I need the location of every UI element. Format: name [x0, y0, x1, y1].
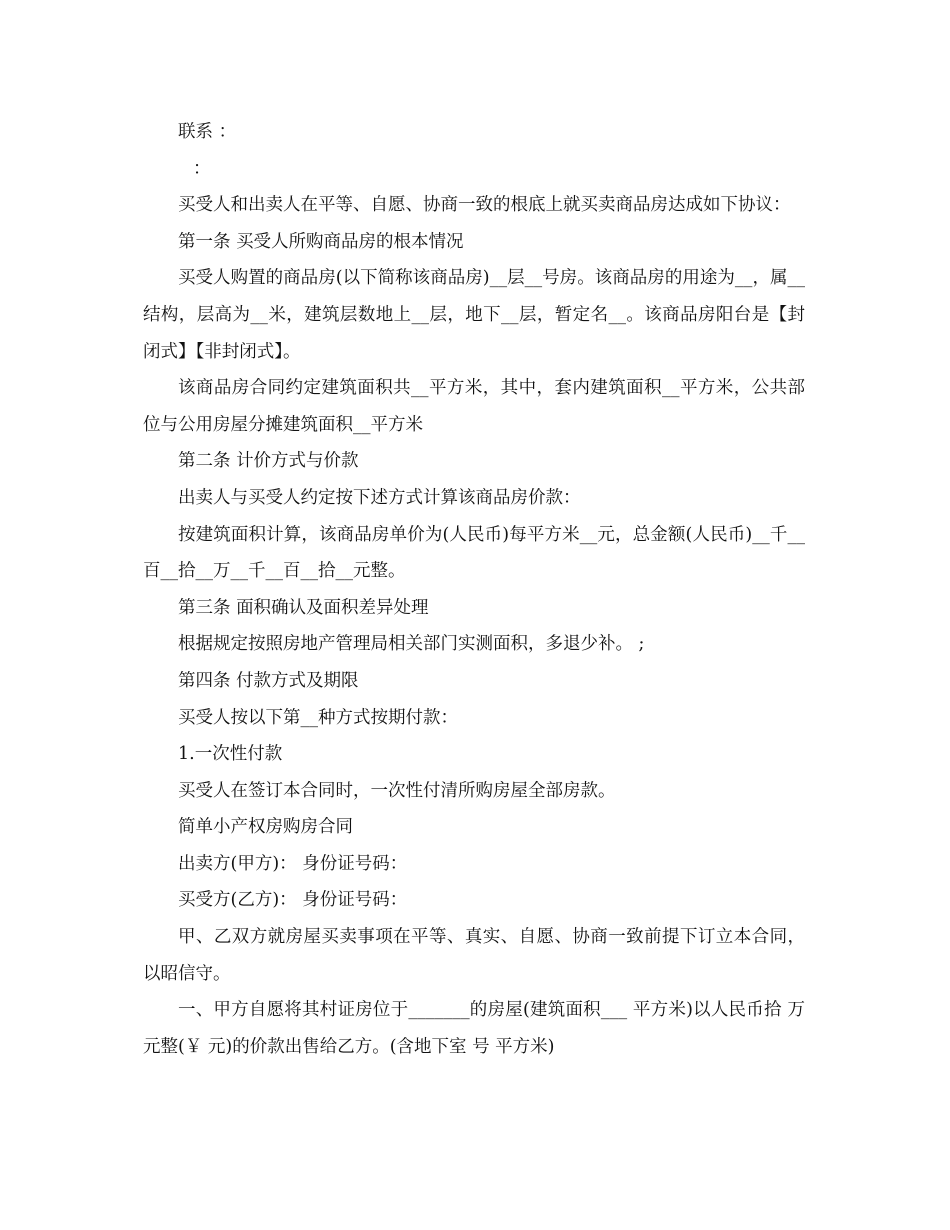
agreement-paragraph: 甲、乙双方就房屋买卖事项在平等、真实、自愿、协商一致前提下订立本合同，以昭信守。	[143, 927, 805, 984]
article-4-item-1: 1.一次性付款	[178, 744, 283, 765]
preamble-paragraph: 买受人和出卖人在平等、自愿、协商一致的根底上就买卖商品房达成如下协议：	[178, 195, 791, 216]
buyer-line: 买受方(乙方)： 身份证号码：	[178, 890, 408, 911]
seller-line: 出卖方(甲方)： 身份证号码：	[178, 853, 408, 874]
article-1-heading: 第一条 买受人所购商品房的根本情况	[178, 231, 464, 252]
clause-1-paragraph: 一、甲方自愿将其村证房位于_______的房屋(建筑面积___ 平方米)以人民币拾 万元整(￥ 元)的价款出售给乙方。(含地下室 号 平方米)	[143, 1000, 805, 1057]
colon-line: ：	[193, 158, 211, 179]
article-3-heading: 第三条 面积确认及面积差异处理	[178, 597, 429, 618]
contact-line: 联系 ：	[178, 122, 237, 142]
article-2-heading: 第二条 计价方式与价款	[178, 451, 359, 472]
article-2-paragraph-2: 按建筑面积计算，该商品房单价为(人民币)每平方米__元，总金额(人民币)__千__百__拾__万__千__百__拾__元整。	[143, 524, 805, 582]
article-1-paragraph-2: 该商品房合同约定建筑面积共__平方米，其中，套内建筑面积__平方米，公共部位与公用房屋分摊建筑面积__平方米	[143, 378, 805, 435]
article-4-heading: 第四条 付款方式及期限	[178, 670, 359, 691]
article-4-paragraph-2: 买受人在签订本合同时，一次性付清所购房屋全部房款。	[178, 780, 616, 801]
document-body	[143, 114, 805, 1065]
article-1-paragraph-1: 买受人购置的商品房(以下简称该商品房)__层__号房。该商品房的用途为__，属__结构，层高为__米，建筑层数地上__层，地下__层，暂定名__。该商品房阳台是【封闭式】【非封闭式】。	[143, 268, 805, 362]
contract-title: 简单小产权房购房合同	[178, 817, 353, 838]
article-3-paragraph: 根据规定按照房地产管理局相关部门实测面积，多退少补。 ;	[178, 634, 645, 655]
article-2-paragraph-1: 出卖人与买受人约定按下述方式计算该商品房价款：	[178, 487, 581, 508]
article-4-paragraph-1: 买受人按以下第__种方式按期付款：	[178, 707, 458, 728]
